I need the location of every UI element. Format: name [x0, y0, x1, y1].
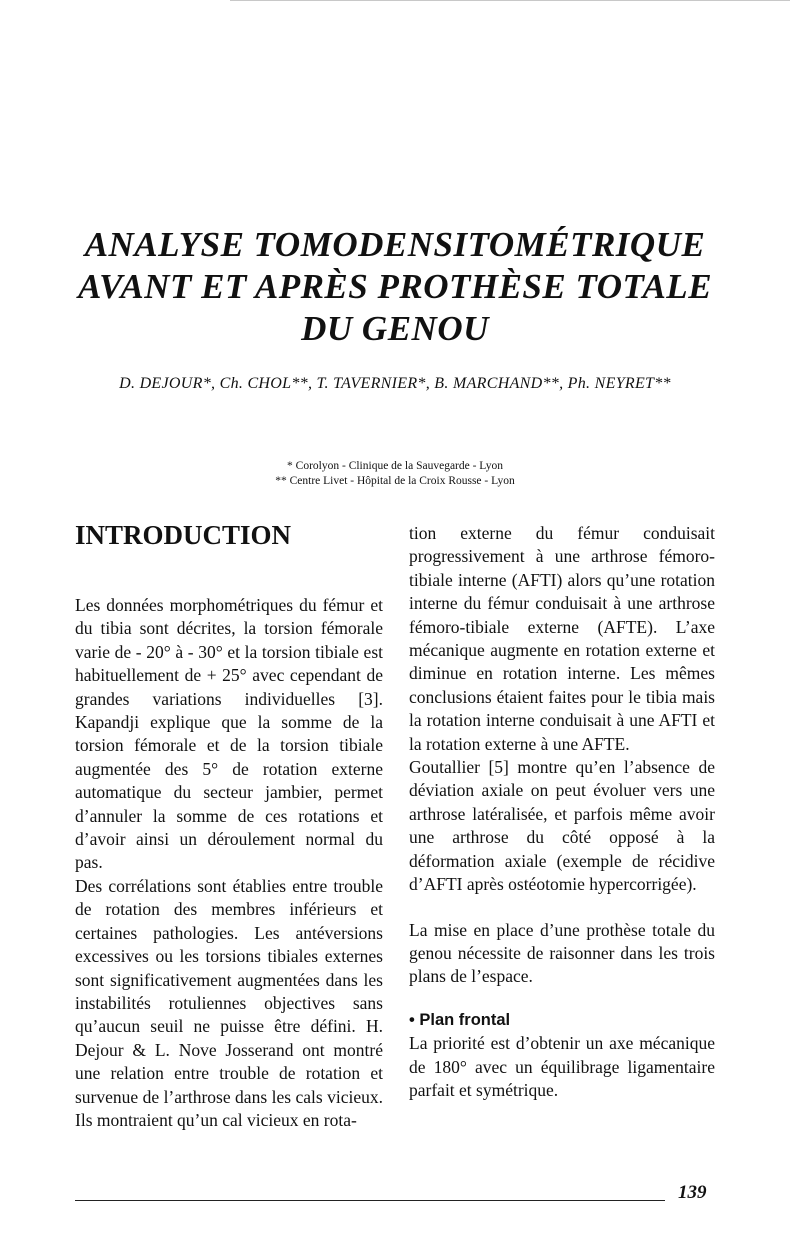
affiliation-2: ** Centre Livet - Hôpital de la Croix Rousse - Lyon [275, 475, 515, 487]
left-column [75, 594, 383, 1132]
paragraph: tion externe du fémur conduisait progressivement à une arthrose fémoro-tibiale interne (AFTI) alors qu’une rotation interne du fémur conduisait à une arthrose fémoro-tibiale externe (AFTE). L’axe mécanique augmente en rotation externe et diminue en rotation interne. Les mêmes conclusions étaient faites pour le tibia mais la rotation interne conduisait à une AFTI et la rotation externe à une AFTE. [409, 523, 715, 754]
section-heading: INTRODUCTION [75, 520, 292, 550]
article-title [40, 224, 750, 350]
paragraph: Des corrélations sont établies entre trouble de rotation des membres inférieurs et certaines pathologies. Les antéversions excessives ou les torsions tibiales externes sont significativement augmentées dans les instabilités rotuliennes objectives sans qu’aucun seuil ne puisse être défini. H. Dejour & L. Nove Josserand ont montré une relation entre trouble de rotation et survenue de l’arthrose dans les cals vicieux. Ils montraient qu’un cal vicieux en rota- [75, 875, 383, 1130]
author-list: D. DEJOUR*, Ch. CHOL**, T. TAVERNIER*, B. MARCHAND**, Ph. NEYRET** [119, 375, 671, 392]
subsection-heading: • Plan frontal [409, 1010, 511, 1029]
top-rule [230, 0, 790, 1]
title-line-3: DU GENOU [301, 309, 489, 348]
paragraph: La mise en place d’une prothèse totale du genou nécessite de raisonner dans les trois plans de l’espace. [409, 919, 715, 987]
footer-rule [75, 1200, 665, 1201]
right-column [409, 522, 715, 1102]
title-line-1: ANALYSE TOMODENSITOMÉTRIQUE [84, 225, 706, 264]
paragraph: Goutallier [5] montre qu’en l’absence de déviation axiale on peut évoluer vers une arthrose latéralisée, et parfois même avoir une arthrose du côté opposé à la déformation axiale (exemple de récidive d’AFTI après ostéotomie hypercorrigée). [409, 757, 715, 895]
affiliations [40, 459, 750, 489]
affiliation-1: * Corolyon - Clinique de la Sauvegarde - Lyon [287, 460, 503, 472]
title-line-2: AVANT ET APRÈS PROTHÈSE TOTALE [77, 267, 713, 306]
paragraph: La priorité est d’obtenir un axe mécanique de 180° avec un équilibrage ligamentaire parfait et symétrique. [409, 1033, 715, 1100]
page-number: 139 [678, 1182, 707, 1203]
paragraph: Les données morphométriques du fémur et du tibia sont décrites, la torsion fémorale varie de - 20° à - 30° et la torsion tibiale est habituellement de + 25° avec cependant de grandes variations individuelles [3]. Kapandji explique que la somme de la torsion fémorale et de la torsion tibiale augmentée des 5° de rotation externe automatique du secteur jambier, permet d’annuler la somme de ces rotations et d’avoir ainsi un déroulement normal du pas. [75, 595, 383, 873]
